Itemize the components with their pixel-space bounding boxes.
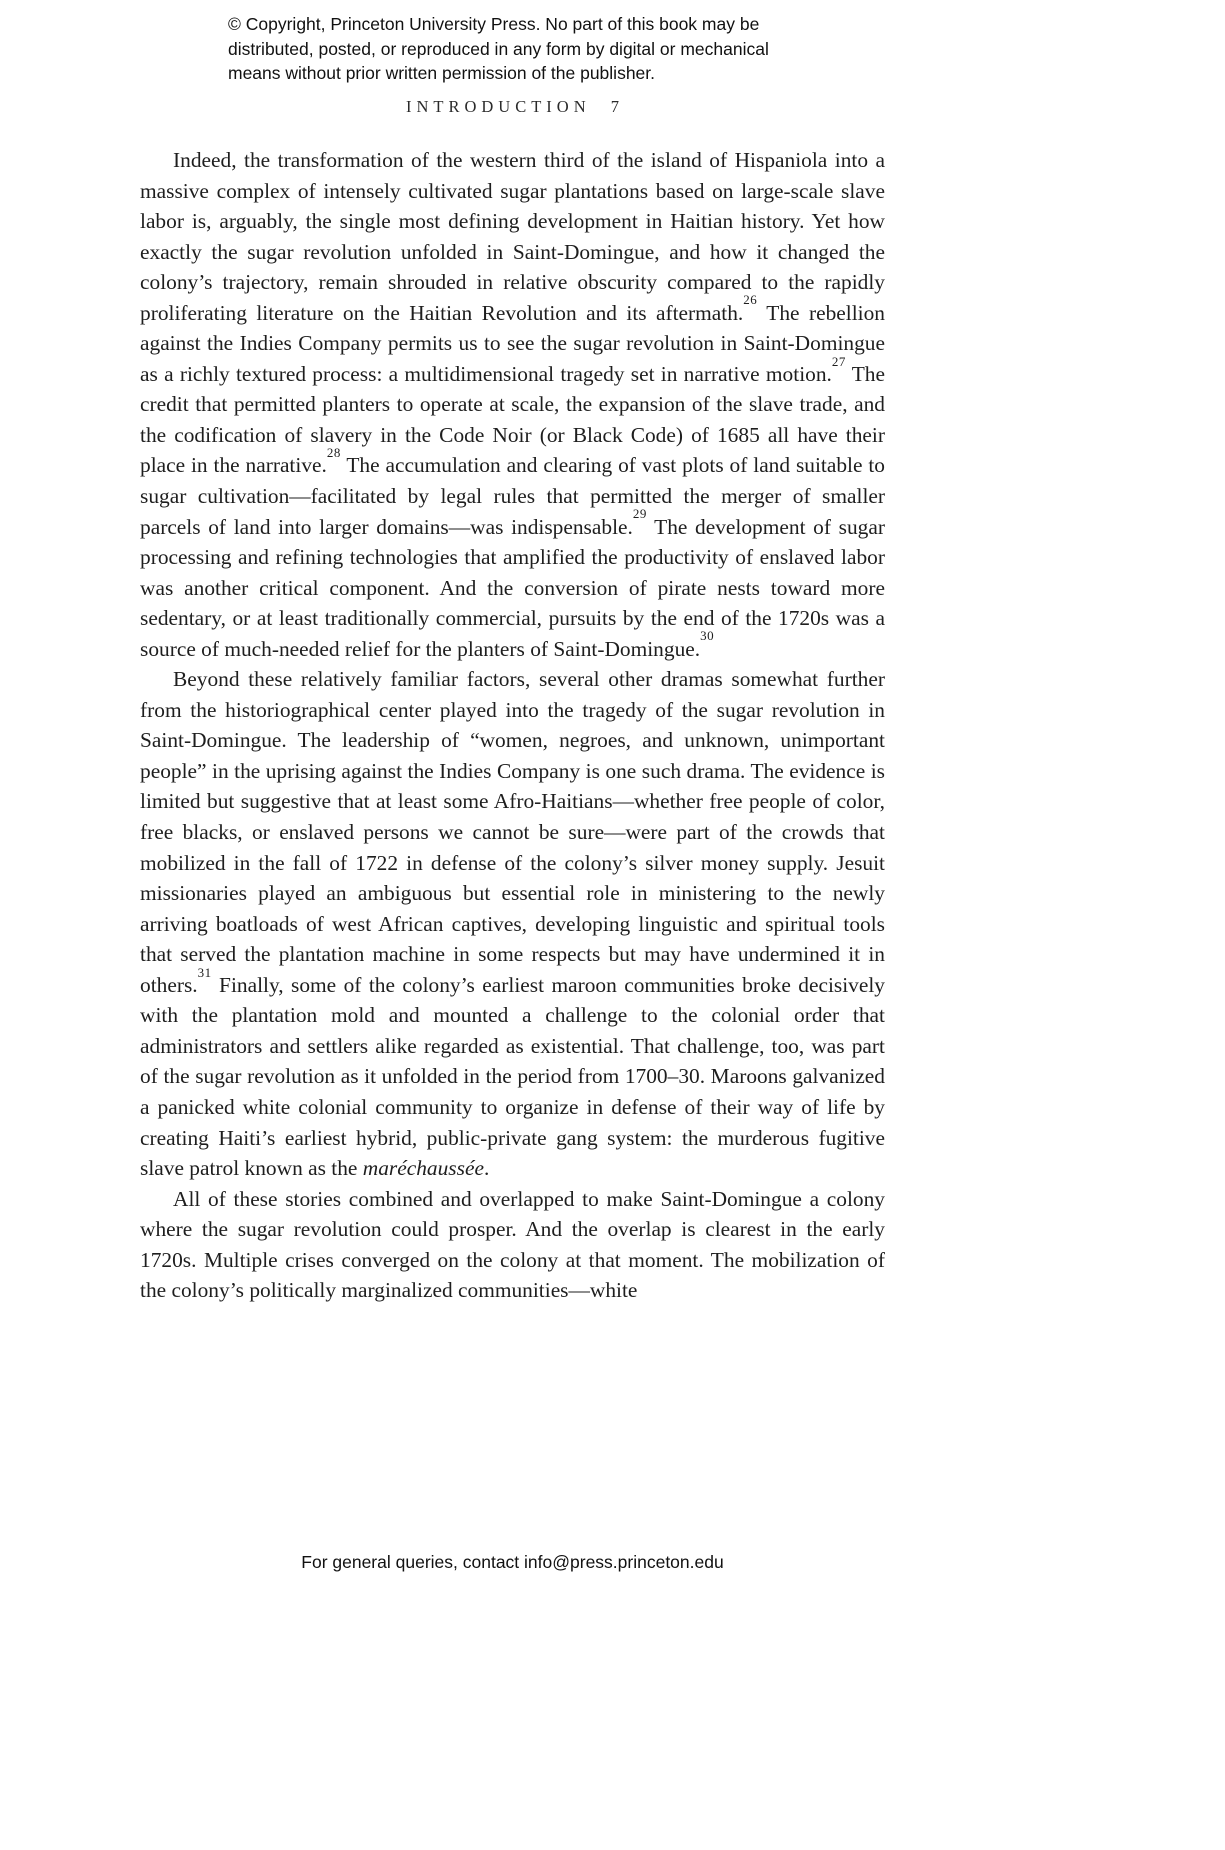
footnote-reference: 26	[743, 292, 758, 308]
text-run: Indeed, the transformation of the western third of the island of Hispaniola into a massive complex of intensely cultivated sugar plantations based on large-scale slave labor is, arguably, the single most defining development in Haitian history. Yet how exactly the sugar revolution unfolded in Saint-Domingue, and how it changed the colony’s trajectory, remain shrouded in relative obscurity compared to the rapidly proliferating literature on the Haitian Revolution and its aftermath.	[140, 148, 885, 325]
paragraph	[140, 664, 885, 1183]
running-head	[140, 97, 885, 117]
italic-text: maréchaussée	[362, 1156, 484, 1181]
footnote-reference: 29	[632, 506, 647, 522]
text-run: The development of sugar processing and refining technologies that amplified the productivity of enslaved labor was another critical component. And the conversion of pirate nests toward more sedentary, or at least traditionally commercial, pursuits by the end of the 1720s was a source of much-needed relief for the planters of Saint-Domingue.	[140, 514, 885, 661]
footnote-reference: 27	[831, 353, 846, 369]
paragraph	[140, 145, 885, 664]
text-run: Beyond these relatively familiar factors, several other dramas somewhat further from the historiographical center played into the tragedy of the sugar revolution in Saint-Domingue. The leadership of “women, negroes, and unknown, unimportant people” in the uprising against the Indies Company is one such drama. The evidence is limited but suggestive that at least some Afro-Haitians—whether free people of color, free blacks, or enslaved persons we cannot be sure—were part of the crowds that mobilized in the fall of 1722 in defense of the colony’s silver money supply. Jesuit missionaries played an ambiguous but essential role in ministering to the newly arriving boatloads of west African captives, developing linguistic and spiritual tools that served the plantation machine in some respects but may have undermined it in others.	[140, 667, 885, 997]
copyright-notice	[228, 12, 868, 86]
paragraph	[140, 1184, 885, 1306]
copyright-line: distributed, posted, or reproduced in any form by digital or mechanical	[228, 38, 769, 59]
footnote-reference: 30	[700, 628, 715, 644]
text-run: The accumulation and clearing of vast plots of land suitable to sugar cultivation—facilitated by legal rules that permitted the merger of smaller parcels of land into larger domains—was indispensable.	[140, 453, 885, 539]
copyright-line: © Copyright, Princeton University Press. No part of this book may be	[228, 14, 760, 34]
footnote-reference: 31	[197, 964, 212, 980]
footnote-reference: 28	[326, 445, 341, 461]
text-run: The credit that permitted planters to operate at scale, the expansion of the slave trade, and the codification of slavery in the Code Noir (or Black Code) of 1685 all have their place in the narrative.	[140, 361, 885, 478]
text-run: All of these stories combined and overlapped to make Saint-Domingue a colony where the sugar revolution could prosper. And the overlap is clearest in the early 1720s. Multiple crises converged on the colony at that moment. The mobilization of the colony’s politically marginalized communities—white	[140, 1186, 885, 1303]
copyright-line: means without prior written permission of the publisher.	[228, 63, 656, 83]
text-run: .	[483, 1156, 490, 1181]
footer-queries: For general queries, contact info@press.princeton.edu	[301, 1552, 724, 1572]
text-run: Finally, some of the colony’s earliest maroon communities broke decisively with the plantation mold and mounted a challenge to the colonial order that administrators and settlers alike regarded as existential. That challenge, too, was part of the sugar revolution as it unfolded in the period from 1700–30. Maroons galvanized a panicked white colonial community to organize in defense of their way of life by creating Haiti’s earliest hybrid, public-private gang system: the murderous fugitive slave patrol known as the	[140, 972, 885, 1181]
page-number: 7	[610, 97, 620, 116]
text-run: The rebellion against the Indies Company permits us to see the sugar revolution in Saint-Domingue as a richly textured process: a multidimensional tragedy set in narrative motion.	[140, 300, 885, 386]
running-head-title: INTRODUCTION	[405, 97, 591, 116]
body-text	[140, 145, 885, 1306]
